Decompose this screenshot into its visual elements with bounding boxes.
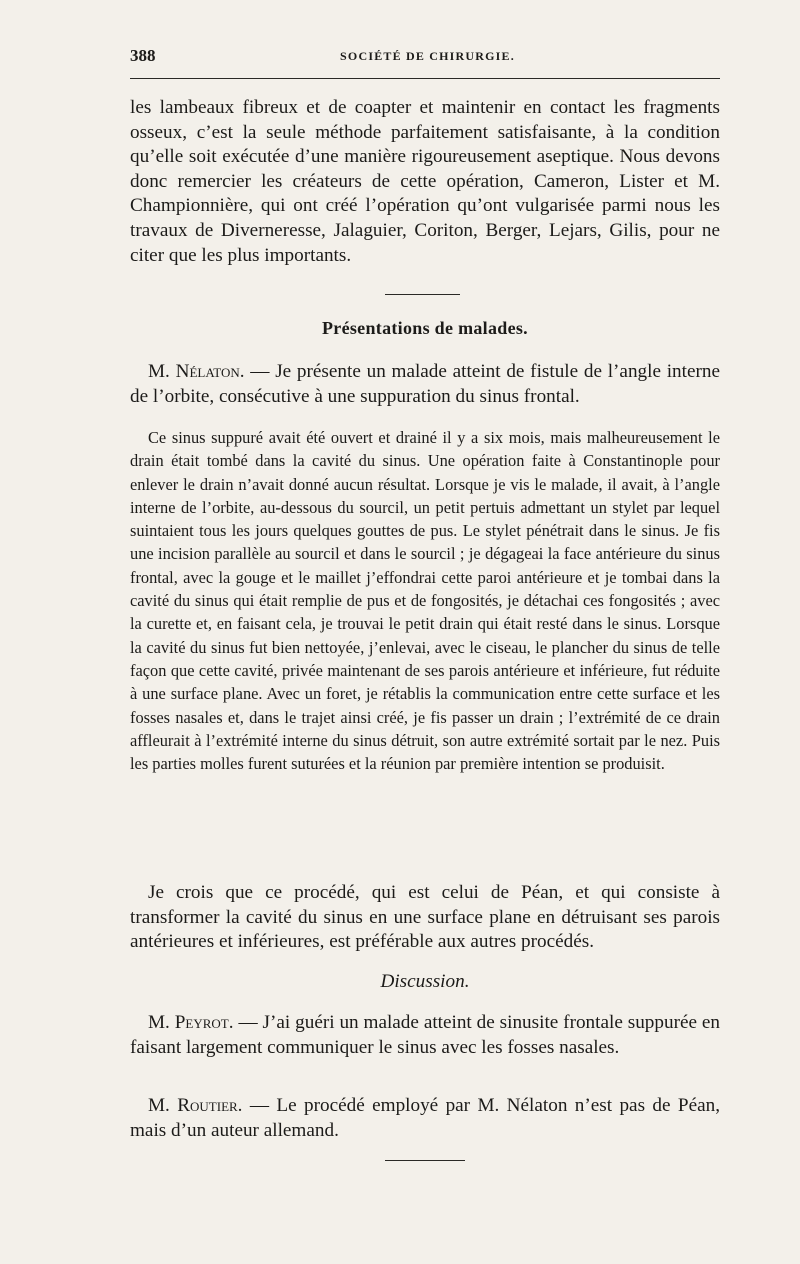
speaker-routier: M. Routier. <box>148 1095 243 1116</box>
nelaton-conclusion-paragraph <box>130 881 720 955</box>
nelaton-conclusion-text: Je crois que ce procédé, qui est celui de Péan, et qui consiste à transformer la cavité du sinus en une surface plane en détruisant ses parois antérieures et inférieures, est préférable aux autres procédés. <box>130 882 720 953</box>
nelaton-report-text: Ce sinus suppuré avait été ouvert et drainé il y a six mois, mais malheureusement le drain était tombé dans la cavité du sinus. Une opération faite à Constantinople pour enlever le drain n’avait donné aucun résultat. Lorsque je vis le malade, il avait, à l’angle interne de l’orbite, au-dessous du sourcil, un petit pertuis admettant un stylet par lequel suintaient tous les jours quelques gouttes de pus. Le stylet pénétrait dans le sinus. Je fis une incision parallèle au sourcil et dans le sourcil ; je dégageai la face antérieure du sinus frontal, avec la gouge et le maillet j’effondrai cette paroi antérieure et je tombai dans la cavité du sinus qui était remplie de pus et de fongosités, je détachai ces fongosités ; avec la curette et, en faisant cela, je trouvai le petit drain qui était resté dans le sinus. Lorsque la cavité du sinus fut bien nettoyée, j’enlevai, avec le ciseau, le plancher du sinus de telle façon que cette cavité, privée maintenant de ses parois antérieure et inférieure, fut réduite à une surface plane. Avec un foret, je rétablis la communication entre cette surface et les fosses nasales et, dans le trajet ainsi créé, je fis passer un drain ; l’extrémité de ce drain affleurait à l’extrémité interne du sinus détruit, son autre extrémité sortait par le nez. Puis les parties molles furent suturées et la réunion par première intention se produisit. <box>130 428 720 774</box>
speaker-dash: — <box>233 1012 263 1033</box>
speaker-nelaton: M. Nélaton. <box>148 361 245 382</box>
header-rule <box>130 78 720 79</box>
nelaton-intro-text: Je présente un malade atteint de fistule de l’angle interne de l’orbite, consécutive à une suppuration du sinus frontal. <box>130 361 720 407</box>
section-heading: Présentations de malades. <box>322 318 528 338</box>
end-rule <box>385 1160 465 1161</box>
section-separator-rule <box>385 294 460 295</box>
speaker-dash: — <box>242 1095 277 1116</box>
speaker-dash: — <box>244 361 276 382</box>
nelaton-report-paragraph <box>130 426 720 775</box>
page-number: 388 <box>130 46 156 65</box>
discussion-heading: Discussion. <box>380 971 470 992</box>
routier-paragraph <box>130 1094 720 1143</box>
running-title: SOCIÉTÉ DE CHIRURGIE. <box>340 49 515 63</box>
routier-text: Le procédé employé par M. Nélaton n’est pas de Péan, mais d’un auteur allemand. <box>130 1095 720 1141</box>
speaker-peyrot: M. Peyrot. <box>148 1012 234 1033</box>
continuation-paragraph <box>130 96 720 268</box>
nelaton-intro-paragraph <box>130 360 720 409</box>
peyrot-text: J’ai guéri un malade atteint de sinusite frontale suppurée en faisant largement communiquer le sinus avec les fosses nasales. <box>130 1012 720 1058</box>
peyrot-paragraph <box>130 1011 720 1060</box>
running-head <box>130 46 725 68</box>
continuation-text: les lambeaux fibreux et de coapter et maintenir en contact les fragments osseux, c’est la seule méthode parfaitement satisfaisante, à la condition qu’elle soit exécutée d’une manière rigoureusement aseptique. Nous devons donc remercier les créateurs de cette opération, Cameron, Lister et M. Championnière, qui ont créé l’opération qu’ont vulgarisée parmi nous les travaux de Diverneresse, Jalaguier, Coriton, Berger, Lejars, Gilis, pour ne citer que les plus importants. <box>130 97 720 266</box>
